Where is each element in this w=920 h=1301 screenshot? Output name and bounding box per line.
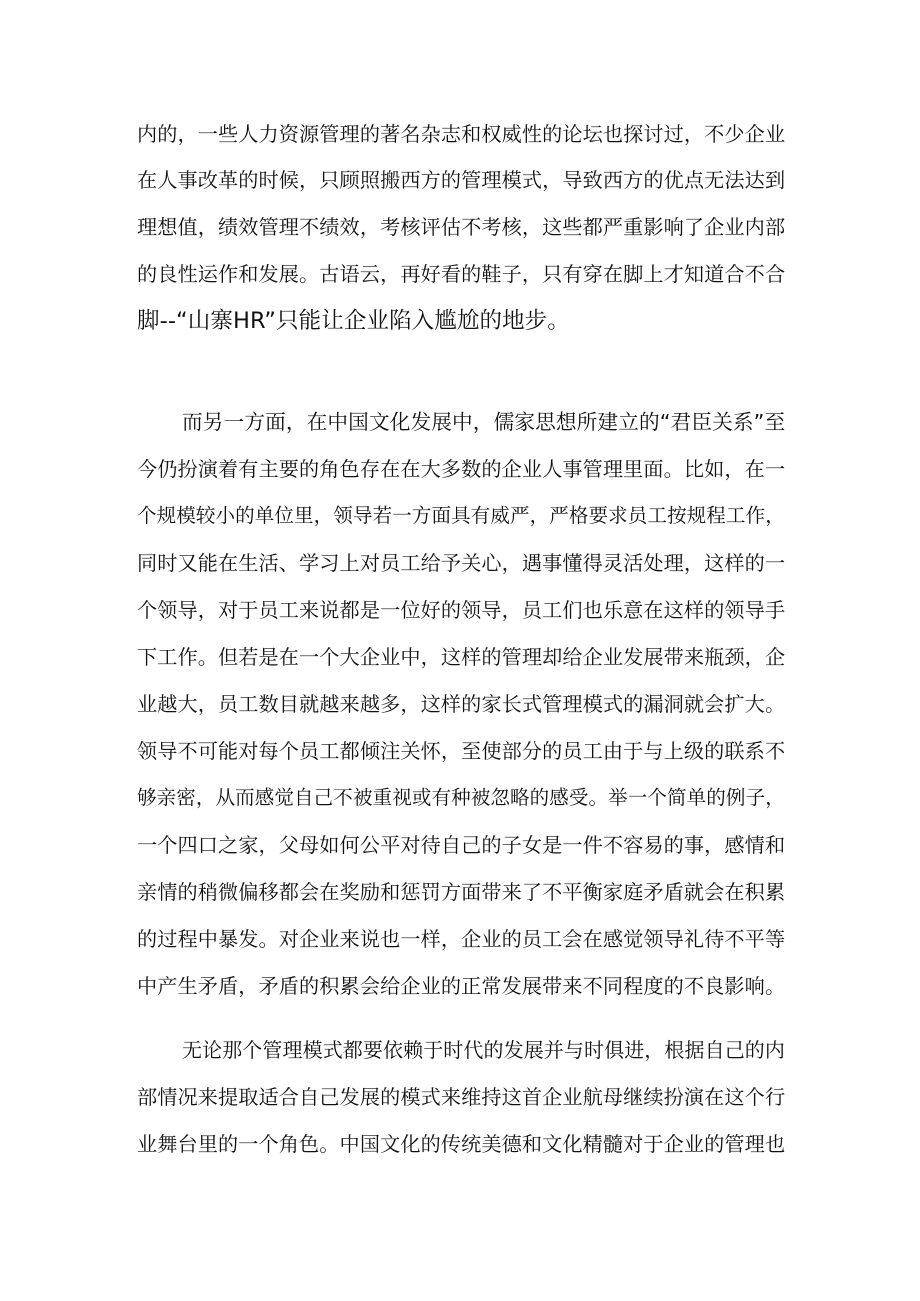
paragraph-line: 领导不可能对每个员工都倾注关怀，至使部分的员工由于与上级的联系不 xyxy=(137,739,786,763)
paragraph-line: 同时又能在生活、学习上对员工给予关心，遇事懂得灵活处理，这样的一 xyxy=(137,551,786,575)
paragraph-line: 业舞台里的一个角色。中国文化的传统美德和文化精髓对于企业的管理也 xyxy=(137,1132,786,1156)
paragraph-line: 下工作。但若是在一个大企业中，这样的管理却给企业发展带来瓶颈，企 xyxy=(137,645,786,669)
paragraph-line: 的过程中暴发。对企业来说也一样，企业的员工会在感觉领导礼待不平等 xyxy=(137,927,786,951)
paragraph-line: 部情况来提取适合自己发展的模式来维持这首企业航母继续扮演在这个行 xyxy=(137,1085,786,1109)
paragraph-line: 内的，一些人力资源管理的著名杂志和权威性的论坛也探讨过，不少企业 xyxy=(137,122,786,146)
paragraph-line: 在人事改革的时候，只顾照搬西方的管理模式，导致西方的优点无法达到 xyxy=(137,168,786,192)
paragraph-line: 脚--“山寨HR”只能让企业陷入尴尬的地步。 xyxy=(137,308,570,334)
paragraph-line: 个领导，对于员工来说都是一位好的领导，员工们也乐意在这样的领导手 xyxy=(137,598,786,622)
paragraph-line: 今仍扮演着有主要的角色存在在大多数的企业人事管理里面。比如，在一 xyxy=(137,457,786,481)
paragraph-line: 无论那个管理模式都要依赖于时代的发展并与时俱进，根据自己的内 xyxy=(182,1038,785,1062)
paragraph-line: 的良性运作和发展。古语云，再好看的鞋子，只有穿在脚上才知道合不合 xyxy=(137,262,786,286)
paragraph-line: 业越大，员工数目就越来越多，这样的家长式管理模式的漏洞就会扩大。 xyxy=(137,692,786,716)
paragraph-line: 一个四口之家，父母如何公平对待自己的子女是一件不容易的事，感情和 xyxy=(137,833,786,857)
paragraph-line: 而另一方面，在中国文化发展中，儒家思想所建立的“君臣关系”至 xyxy=(182,410,786,434)
paragraph-line: 个规模较小的单位里，领导若一方面具有威严，严格要求员工按规程工作， xyxy=(137,504,785,527)
paragraph-line: 亲情的稍微偏移都会在奖励和惩罚方面带来了不平衡家庭矛盾就会在积累 xyxy=(137,880,786,904)
paragraph-line: 够亲密，从而感觉自己不被重视或有种被忽略的感受。举一个简单的例子， xyxy=(137,786,785,809)
paragraph-line: 理想值，绩效管理不绩效，考核评估不考核，这些都严重影响了企业内部 xyxy=(137,215,786,239)
paragraph-line: 中产生矛盾，矛盾的积累会给企业的正常发展带来不同程度的不良影响。 xyxy=(137,974,786,998)
